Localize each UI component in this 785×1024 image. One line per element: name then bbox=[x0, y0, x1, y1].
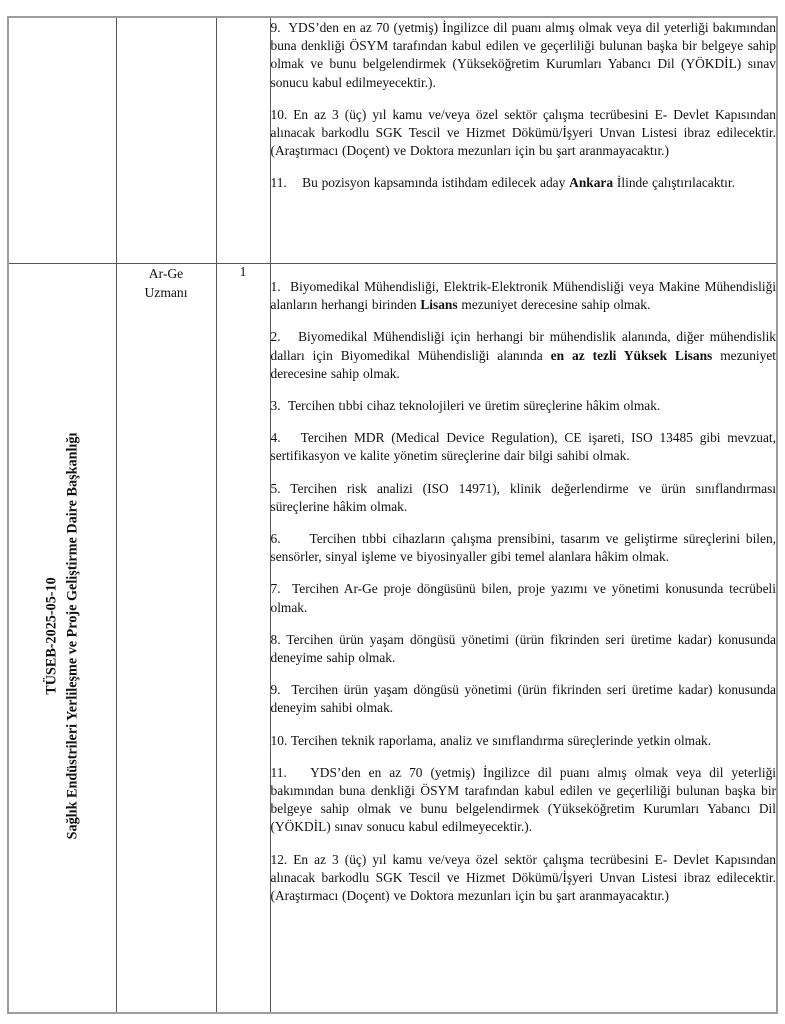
requirement-item bbox=[271, 480, 777, 516]
requirement-text: 12. En az 3 (üç) yıl kamu ve/veya özel sektör çalışma tecrübesini E- Devlet Kapısından alınacak barkodlu SGK Tescil ve Hizmet Dökümü/İşyeri Unvan Listesi ibraz edilecektir. (Araştırmacı (Doçent) ve Doktora mezunları için bu şart aranmayacaktır.) bbox=[270, 851, 776, 904]
requirement-text: 9. YDS’den en az 70 (yetmiş) İngilizce dil puanı almış olmak veya dil yeterliği bakımından buna denkliği ÖSYM tarafından kabul edilen ve geçerliliği bulunan başka bir belgeye sahip olmak ve bunu belgelendirmek (Yükseköğretim Kurumları Yabancı Dil (YÖKDİL) sınav sonucu kabul edilmeyecektir.). bbox=[270, 20, 776, 90]
requirement-item bbox=[271, 278, 777, 314]
requirement-text: 6. Tercihen tıbbi cihazların çalışma prensibini, tasarım ve geliştirme süreçlerini bilen, sensörler, sinyal işleme ve biyosinyaller gibi temel alanlara hâkim olmak. bbox=[270, 531, 776, 565]
requirement-text: 9. Tercihen ürün yaşam döngüsü yönetimi (ürün fikrinden seri üretime kadar) konusunda deneyim sahibi olmak. bbox=[270, 682, 776, 716]
position-count: 1 bbox=[239, 264, 247, 279]
position-code-cell bbox=[8, 264, 116, 1014]
requirement-text: 7. Tercihen Ar-Ge proje döngüsünü bilen, proje yazımı ve yönetimi konusunda tecrübeli olmak. bbox=[270, 581, 776, 615]
requirements-cell bbox=[270, 264, 777, 1014]
requirement-item bbox=[271, 174, 777, 192]
requirement-item bbox=[271, 429, 777, 465]
requirement-text: 2. Biyomedikal Mühendisliği için herhangi bir mühendislik alanında, diğer mühendislik dalları için Biyomedikal Mühendisliği alanında bbox=[270, 329, 776, 363]
requirement-text: 11. Bu pozisyon kapsamında istihdam edilecek aday bbox=[270, 175, 570, 191]
position-code: TÜSEB-2025-05-10 bbox=[43, 577, 60, 695]
requirement-item bbox=[271, 397, 777, 415]
requirements-list bbox=[271, 278, 777, 905]
rotated-header-container bbox=[9, 264, 116, 1008]
requirement-item bbox=[271, 580, 777, 616]
position-title: Ar-Ge Uzmanı bbox=[144, 266, 188, 300]
job-posting-table bbox=[7, 16, 778, 1014]
requirement-text: 10. Tercihen teknik raporlama, analiz ve sınıflandırma süreçlerinde yetkin olmak. bbox=[270, 732, 712, 748]
requirement-text: 11. YDS’den en az 70 (yetmiş) İngilizce dil puanı almış olmak veya dil yeterliği bakımından buna denkliği ÖSYM tarafından kabul edilen ve geçerliliği bulunan başka bir belgeye sahip olmak ve bunu belgelendirmek (Yükseköğretim Kurumları Yabancı Dil (YÖKDİL) sınav sonucu kabul edilmeyecektir.). bbox=[270, 764, 776, 835]
requirement-text-bold: Ankara bbox=[569, 175, 614, 191]
requirement-text: 1. Biyomedikal Mühendisliği, Elektrik-Elektronik Mühendisliği veya Makine Mühendisliği alanların herhangi birinden bbox=[270, 279, 776, 313]
requirements-cell bbox=[270, 17, 777, 264]
table-row-continuation bbox=[8, 17, 777, 264]
requirement-text: 10. En az 3 (üç) yıl kamu ve/veya özel sektör çalışma tecrübesini E- Devlet Kapısından alınacak barkodlu SGK Tescil ve Hizmet Dökümü/İşyeri Unvan Listesi ibraz edilecektir. (Araştırmacı (Doçent) ve Doktora mezunları için bu şart aranmayacaktır.) bbox=[270, 106, 776, 159]
requirement-text: 8. Tercihen ürün yaşam döngüsü yönetimi (ürün fikrinden seri üretime kadar) konusunda deneyime sahip olmak. bbox=[270, 631, 776, 666]
position-title-cell-empty bbox=[116, 17, 216, 264]
position-count-cell-empty bbox=[216, 17, 270, 264]
requirement-text: 4. Tercihen MDR (Medical Device Regulation), CE işareti, ISO 13485 gibi mevzuat, sertifikasyon ve kalite yönetim süreçlerine dair bilgi sahibi olmak. bbox=[270, 430, 776, 464]
position-title-cell bbox=[116, 264, 216, 1014]
requirement-item bbox=[271, 19, 777, 92]
table-row-position bbox=[8, 264, 777, 1014]
requirement-item bbox=[271, 851, 777, 906]
requirement-item bbox=[271, 530, 777, 566]
requirement-item bbox=[271, 328, 777, 383]
requirement-text-bold: en az tezli Yüksek Lisans bbox=[550, 347, 713, 363]
requirement-text: 5. Tercihen risk analizi (ISO 14971), klinik değerlendirme ve ürün sınıflandırması süreçlerine hâkim olmak. bbox=[270, 480, 776, 514]
requirement-item bbox=[271, 764, 777, 837]
requirement-item bbox=[271, 732, 777, 750]
requirement-item bbox=[271, 106, 777, 161]
requirement-text-bold: Lisans bbox=[420, 297, 458, 313]
requirement-item bbox=[271, 631, 777, 667]
position-code-cell-empty bbox=[8, 17, 116, 264]
department-name: Sağlık Endüstrileri Yerlileşme ve Proje Geliştirme Daire Başkanlığı bbox=[64, 432, 81, 840]
requirement-text: mezuniyet derecesine sahip olmak. bbox=[270, 347, 776, 381]
requirement-text: İlinde çalıştırılacaktır. bbox=[613, 175, 735, 191]
requirement-text: 3. Tercihen tıbbi cihaz teknolojileri ve üretim süreçlerine hâkim olmak. bbox=[270, 398, 661, 414]
position-count-cell bbox=[216, 264, 270, 1014]
requirement-text: mezuniyet derecesine sahip olmak. bbox=[457, 297, 651, 313]
requirements-list bbox=[271, 19, 777, 193]
position-code-rotated bbox=[41, 433, 83, 840]
requirement-item bbox=[271, 681, 777, 717]
